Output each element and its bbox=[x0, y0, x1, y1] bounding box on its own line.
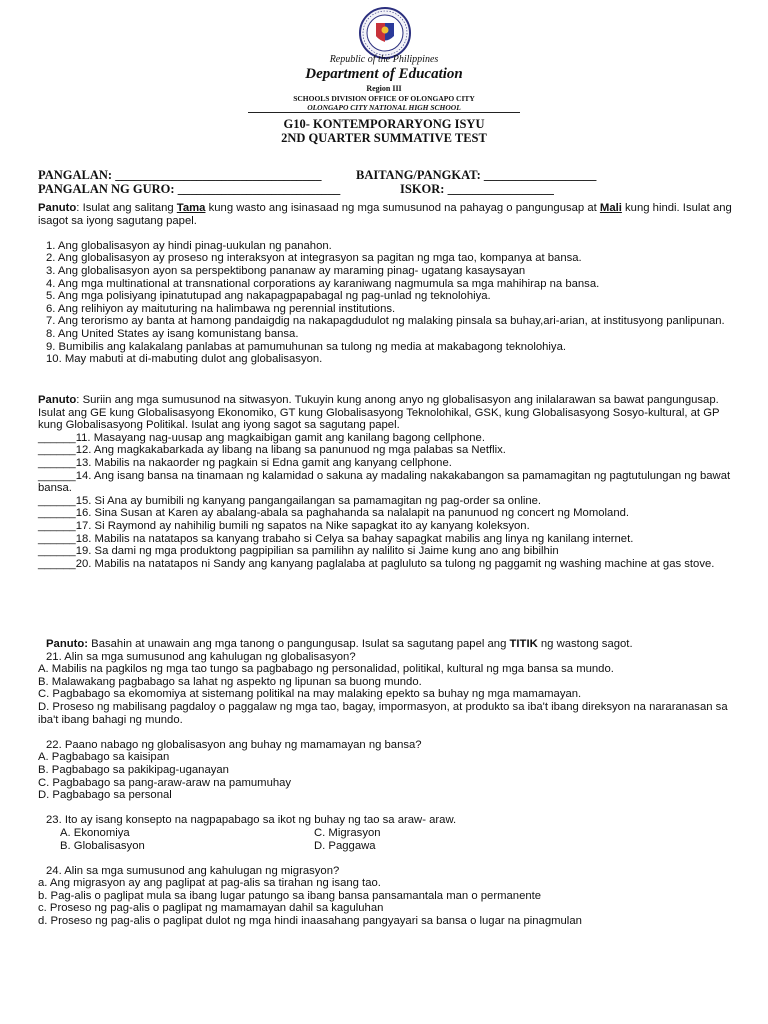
part2-section bbox=[38, 394, 732, 570]
question-text: 21. Alin sa mga sumusunod ang kahulugan ng globalisasyon? bbox=[46, 650, 356, 663]
answer-option: a. Ang migrasyon ay ang paglipat at pag-alis sa tirahan ng isang tao. bbox=[38, 877, 381, 890]
answer-option: b. Pag-alis o paglipat mula sa ibang lugar patungo sa ibang bansa pansamantala man o permanente bbox=[38, 889, 542, 902]
department-name: Department of Education bbox=[305, 66, 463, 82]
list-item: ______18. Mabilis na natatapos sa kanyang trabaho si Celya sa bahay sapagkat mabilis ang linya ng kanilang internet. bbox=[38, 532, 634, 545]
answer-option: A. Ekonomiya bbox=[60, 826, 130, 839]
list-item: 1. Ang globalisasyon ay hindi pinag-uukulan ng panahon. bbox=[46, 239, 332, 252]
header-divider bbox=[248, 112, 520, 113]
question-23 bbox=[38, 814, 732, 827]
list-item: 4. Ang mga multinational at transnational corporations ay karaniwang nagmumula sa mga mahihirap na bansa. bbox=[46, 277, 600, 290]
list-item: ______15. Si Ana ay bumibili ng kanyang pangangailangan sa pamamagitan ng pag-order sa online. bbox=[38, 494, 542, 507]
question-text: 22. Paano nabago ng globalisasyon ang buhay ng mamamayan ng bansa? bbox=[46, 738, 422, 751]
answer-option: d. Proseso ng pag-alis o paglipat dulot ng mga hindi inaasahang pangyayari sa bansa o lugar na pinagmulan bbox=[38, 915, 582, 928]
question-21 bbox=[38, 651, 732, 664]
list-item: ______11. Masayang nag-uusap ang magkaibigan gamit ang kanilang bagong cellphone. bbox=[38, 431, 485, 444]
part3-instructions: Panuto: Basahin at unawain ang mga tanong o pangungusap. Isulat sa sagutang papel ang TITIK ng wastong sagot. bbox=[46, 638, 633, 650]
list-item: 9. Bumibilis ang kalakalang panlabas at pamumuhunan sa tulong ng media at makabagong teknolohiya. bbox=[46, 340, 567, 353]
list-item: ______20. Mabilis na natatapos ni Sandy ang kanyang paglalaba at pagluluto sa tulong ng paggamit ng washing machine at gas stove. bbox=[38, 557, 715, 570]
list-item: 2. Ang globalisasyon ay proseso ng interaksyon at integrasyon sa pagitan ng mga tao, kompanya at bansa. bbox=[46, 252, 582, 265]
true-false-list bbox=[38, 240, 732, 366]
list-item: ______16. Sina Susan at Karen ay abalang-abala sa paghahanda sa nalalapit na panunuod ng concert ng Momoland. bbox=[38, 507, 630, 520]
answer-option: C. Pagbabago sa pang-araw-araw na pamumuhay bbox=[38, 776, 292, 789]
list-item: ______13. Mabilis na nakaorder ng pagkain si Edna gamit ang kanyang cellphone. bbox=[38, 456, 452, 469]
answer-option: c. Proseso ng pag-alis o paglipat ng mamamayan dahil sa kaguluhan bbox=[38, 902, 384, 915]
question-text: 24. Alin sa mga sumusunod ang kahulugan ng migrasyon? bbox=[46, 864, 340, 877]
answer-option: C. Migrasyon bbox=[314, 826, 381, 839]
list-item: 5. Ang mga polisiyang ipinatutupad ang nakapagpapabagal ng pag-unlad ng teknolohiya. bbox=[46, 290, 491, 303]
answer-option: D. Proseso ng mabilisang pagdaloy o paggalaw ng mga tao, bagay, impormasyon, at produkto sa iba't ibang direksyon na nararanasan sa iba't ibang bahagi ng mundo. bbox=[38, 700, 728, 726]
grade-section-field[interactable]: BAITANG/PANGKAT: __________________ bbox=[356, 168, 597, 182]
region-label: Region III bbox=[366, 84, 402, 93]
question-22 bbox=[38, 739, 732, 752]
list-item: ______14. Ang isang bansa na tinamaan ng kalamidad o sakuna ay madaling nakakabangon sa pamamagitan ng pagtutulungan ng bawat bansa. bbox=[38, 469, 731, 495]
teacher-name-field[interactable]: PANGALAN NG GURO: __________________________ bbox=[38, 182, 341, 196]
school-name: OLONGAPO CITY NATIONAL HIGH SCHOOL bbox=[307, 103, 461, 112]
score-field[interactable]: ISKOR: _________________ bbox=[400, 182, 554, 196]
answer-option: B. Malawakang pagbabago sa lahat ng aspekto ng lipunan sa buong mundo. bbox=[38, 675, 422, 688]
answer-option: A. Pagbabago sa kaisipan bbox=[38, 751, 170, 764]
part1-instructions: Panuto: Isulat ang salitang Tama kung wasto ang isinasaad ng mga sumusunod na pahayag o pangungusap at Mali kung hindi. Isulat ang isagot sa iyong sagutang papel. bbox=[38, 202, 732, 227]
answer-option: C. Pagbabago sa ekomomiya at sistemang politikal na may malaking epekto sa buhay ng mga mamamayan. bbox=[38, 688, 582, 701]
list-item: 3. Ang globalisasyon ayon sa perspektibong pananaw ay maraming pinag- ugatang kasaysayan bbox=[46, 264, 526, 277]
question-23-options bbox=[38, 827, 732, 852]
answer-option: B. Pagbabago sa pakikipag-uganayan bbox=[38, 763, 229, 776]
test-subject-title: G10- KONTEMPORARYONG ISYU bbox=[283, 117, 485, 131]
answer-option: D. Pagbabago sa personal bbox=[38, 789, 172, 802]
list-item: ______19. Sa dami ng mga produktong pagpipilian sa pamilihn ay nalilito si Jaime kung ano ang bibilhin bbox=[38, 545, 559, 558]
republic-label: Republic of the Philippines bbox=[329, 54, 439, 65]
test-type-title: 2ND QUARTER SUMMATIVE TEST bbox=[281, 131, 487, 145]
deped-seal-logo bbox=[355, 6, 415, 60]
list-item: 6. Ang relihiyon ay maituturing na halimbawa ng perennial institutions. bbox=[46, 302, 396, 315]
list-item: ______17. Si Raymond ay nahihilig bumili ng sapatos na Nike sapagkat ito ay kanyang koleksyon. bbox=[38, 519, 530, 532]
list-item: ______12. Ang magkakabarkada ay libang na libang sa panunuod ng mga palabas sa Netflix. bbox=[38, 444, 506, 457]
question-24 bbox=[38, 865, 732, 878]
part3-section bbox=[38, 638, 732, 928]
answer-option: A. Mabilis na pagkilos ng mga tao tungo sa pagbabago ng personalidad, politikal, kultural ng mga bansa sa mundo. bbox=[38, 663, 614, 676]
division-label: SCHOOLS DIVISION OFFICE OF OLONGAPO CITY bbox=[293, 94, 475, 103]
answer-option: B. Globalisasyon bbox=[60, 839, 145, 852]
part2-instructions: Panuto: Suriin ang mga sumusunod na sitwasyon. Tukuyin kung anong anyo ng globalisasyon ang inilalarawan sa bawat pangungusap. Isulat ang GE kung Globalisasyong Ekonomiko, GT kung Globalisasyong Teknolohikal, GSK, kung Globalisasyong Sosyo-kultural, at GP kung Globalisasyong Politikal. Isulat ang iyong sagot sa sagutang papel. bbox=[38, 394, 720, 432]
list-item: 10. May mabuti at di-mabuting dulot ang globalisasyon. bbox=[46, 353, 323, 366]
name-field[interactable]: PANGALAN: _________________________________ bbox=[38, 168, 322, 182]
question-text: 23. Ito ay isang konsepto na nagpapabago sa ikot ng buhay ng tao sa araw- araw. bbox=[46, 814, 457, 827]
list-item: 7. Ang terorismo ay banta at hamong pandaigdig na nakapagdudulot ng malaking pinsala sa buhay,ari-arian, at institusyong panlipunan. bbox=[46, 315, 725, 328]
answer-option: D. Paggawa bbox=[314, 839, 376, 852]
list-item: 8. Ang United States ay isang komunistang bansa. bbox=[46, 327, 299, 340]
part1-section bbox=[38, 202, 732, 366]
